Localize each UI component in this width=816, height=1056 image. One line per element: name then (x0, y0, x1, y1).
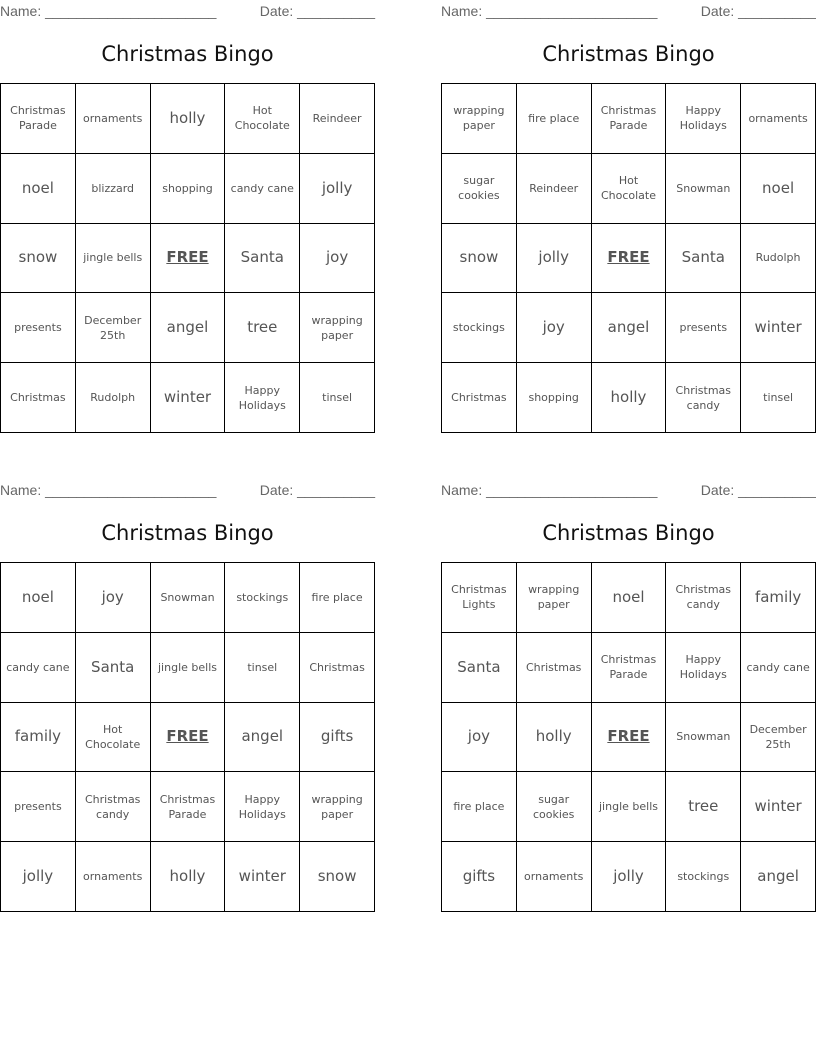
bingo-cell: snow (442, 224, 517, 294)
bingo-cell: wrapping paper (442, 84, 517, 154)
bingo-cell: tinsel (225, 633, 300, 703)
bingo-cell: noel (741, 154, 816, 224)
bingo-cell: Reindeer (517, 154, 592, 224)
bingo-cell: Santa (76, 633, 151, 703)
bingo-cell: Christmas (300, 633, 375, 703)
bingo-cell: Christmas (517, 633, 592, 703)
free-space: FREE (592, 703, 667, 773)
bingo-cell: fire place (517, 84, 592, 154)
bingo-cell: holly (517, 703, 592, 773)
bingo-cell: noel (1, 563, 76, 633)
bingo-cell: angel (741, 842, 816, 912)
card-title: Christmas Bingo (101, 42, 274, 66)
bingo-cell: family (741, 563, 816, 633)
bingo-cell: gifts (442, 842, 517, 912)
bingo-cell: Christmas candy (76, 772, 151, 842)
bingo-cell: Hot Chocolate (592, 154, 667, 224)
bingo-cell: Christmas Parade (1, 84, 76, 154)
bingo-cell: angel (225, 703, 300, 773)
bingo-cell: sugar cookies (442, 154, 517, 224)
card-title: Christmas Bingo (542, 521, 715, 545)
bingo-cell: angel (151, 293, 226, 363)
bingo-grid (441, 562, 816, 912)
bingo-cell: shopping (517, 363, 592, 433)
bingo-cell: presents (666, 293, 741, 363)
bingo-cell: Santa (225, 224, 300, 294)
bingo-cell: holly (592, 363, 667, 433)
bingo-cell: Hot Chocolate (76, 703, 151, 773)
bingo-cell: winter (741, 772, 816, 842)
bingo-cell: ornaments (741, 84, 816, 154)
bingo-cell: winter (151, 363, 226, 433)
bingo-cell: Happy Holidays (225, 772, 300, 842)
bingo-cell: Christmas Lights (442, 563, 517, 633)
bingo-grid (441, 83, 816, 433)
bingo-cell: Happy Holidays (225, 363, 300, 433)
bingo-cell: presents (1, 293, 76, 363)
bingo-cell: Rudolph (76, 363, 151, 433)
bingo-cell: tinsel (741, 363, 816, 433)
bingo-cell: blizzard (76, 154, 151, 224)
bingo-cell: Hot Chocolate (225, 84, 300, 154)
bingo-cell: ornaments (76, 842, 151, 912)
bingo-cell: jolly (592, 842, 667, 912)
bingo-cell: stockings (442, 293, 517, 363)
bingo-cell: Christmas Parade (592, 84, 667, 154)
bingo-cell: fire place (442, 772, 517, 842)
bingo-cell: Snowman (666, 703, 741, 773)
bingo-cell: wrapping paper (300, 772, 375, 842)
card-title: Christmas Bingo (542, 42, 715, 66)
bingo-cell: shopping (151, 154, 226, 224)
bingo-cell: Happy Holidays (666, 633, 741, 703)
bingo-cell: Christmas candy (666, 563, 741, 633)
bingo-cell: jolly (300, 154, 375, 224)
bingo-cell: candy cane (1, 633, 76, 703)
bingo-cell: joy (517, 293, 592, 363)
bingo-cell: December 25th (76, 293, 151, 363)
bingo-cell: tree (666, 772, 741, 842)
bingo-cell: jingle bells (592, 772, 667, 842)
bingo-cell: family (1, 703, 76, 773)
bingo-cell: stockings (666, 842, 741, 912)
bingo-cell: Rudolph (741, 224, 816, 294)
bingo-cell: winter (741, 293, 816, 363)
date-field: Date: __________ (259, 482, 375, 498)
bingo-cell: sugar cookies (517, 772, 592, 842)
name-field: Name: ______________________ (0, 482, 217, 498)
card-header (441, 3, 816, 21)
bingo-cell: ornaments (76, 84, 151, 154)
bingo-cell: gifts (300, 703, 375, 773)
bingo-grid (0, 83, 375, 433)
name-field: Name: ______________________ (441, 482, 658, 498)
name-field: Name: ______________________ (441, 3, 658, 19)
bingo-cell: Snowman (666, 154, 741, 224)
free-space: FREE (592, 224, 667, 294)
bingo-cell: snow (300, 842, 375, 912)
free-space: FREE (151, 703, 226, 773)
card-title: Christmas Bingo (101, 521, 274, 545)
bingo-cell: Christmas Parade (151, 772, 226, 842)
bingo-cell: Christmas (442, 363, 517, 433)
bingo-cell: jingle bells (151, 633, 226, 703)
bingo-grid (0, 562, 375, 912)
bingo-cell: Santa (442, 633, 517, 703)
card-header (0, 3, 375, 21)
bingo-cell: ornaments (517, 842, 592, 912)
free-space: FREE (151, 224, 226, 294)
bingo-cell: holly (151, 842, 226, 912)
bingo-cell: joy (76, 563, 151, 633)
bingo-cell: holly (151, 84, 226, 154)
bingo-cell: snow (1, 224, 76, 294)
bingo-cell: Christmas candy (666, 363, 741, 433)
bingo-cell: jolly (1, 842, 76, 912)
bingo-cell: noel (592, 563, 667, 633)
bingo-cell: stockings (225, 563, 300, 633)
bingo-cell: December 25th (741, 703, 816, 773)
date-field: Date: __________ (700, 482, 816, 498)
bingo-cell: wrapping paper (517, 563, 592, 633)
bingo-cell: fire place (300, 563, 375, 633)
name-field: Name: ______________________ (0, 3, 217, 19)
bingo-cell: tinsel (300, 363, 375, 433)
bingo-cell: Happy Holidays (666, 84, 741, 154)
date-field: Date: __________ (700, 3, 816, 19)
date-field: Date: __________ (259, 3, 375, 19)
bingo-cell: tree (225, 293, 300, 363)
bingo-cell: joy (442, 703, 517, 773)
bingo-cell: jolly (517, 224, 592, 294)
bingo-cell: Snowman (151, 563, 226, 633)
bingo-cell: jingle bells (76, 224, 151, 294)
bingo-cell: wrapping paper (300, 293, 375, 363)
bingo-cell: angel (592, 293, 667, 363)
bingo-cell: Christmas (1, 363, 76, 433)
card-header (0, 482, 375, 500)
bingo-cell: Reindeer (300, 84, 375, 154)
bingo-cell: Santa (666, 224, 741, 294)
bingo-cell: noel (1, 154, 76, 224)
bingo-cell: joy (300, 224, 375, 294)
card-header (441, 482, 816, 500)
bingo-cell: candy cane (225, 154, 300, 224)
bingo-cell: candy cane (741, 633, 816, 703)
bingo-cell: presents (1, 772, 76, 842)
bingo-cell: Christmas Parade (592, 633, 667, 703)
bingo-cell: winter (225, 842, 300, 912)
